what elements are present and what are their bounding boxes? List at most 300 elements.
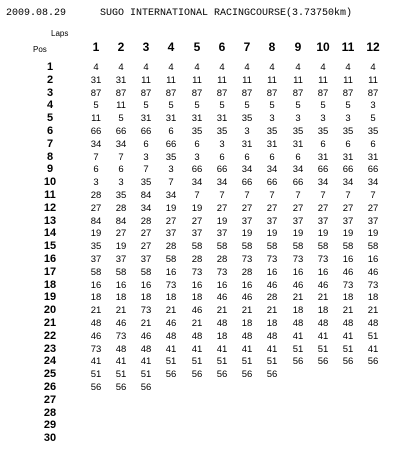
- car-number-cell: 35: [165, 151, 177, 163]
- position-7: 7: [46, 137, 54, 150]
- report-header: [0, 0, 400, 20]
- car-number-cell: 41: [292, 330, 304, 342]
- car-number-cell: 34: [216, 177, 228, 189]
- lap-header-7: 7: [243, 40, 251, 54]
- car-number-cell: 87: [342, 87, 354, 99]
- lap-header-11: 11: [341, 40, 355, 54]
- car-number-cell: 58: [216, 241, 228, 253]
- car-number-cell: 5: [194, 100, 200, 112]
- circuit-name: SUGO INTERNATIONAL RACINGCOURSE(3.73750km): [100, 8, 353, 19]
- car-number-cell: 3: [194, 151, 200, 163]
- car-number-cell: 28: [266, 292, 278, 304]
- car-number-cell: 35: [90, 241, 102, 253]
- car-number-cell: 3: [269, 113, 275, 125]
- car-number-cell: 56: [216, 369, 228, 381]
- car-number-cell: 27: [266, 202, 278, 214]
- car-number-cell: 21: [216, 305, 228, 317]
- car-number-cell: 56: [115, 382, 127, 393]
- car-number-cell: 58: [115, 266, 127, 278]
- car-number-cell: 51: [241, 356, 253, 368]
- car-number-cell: 7: [320, 190, 326, 201]
- car-number-cell: 87: [90, 87, 102, 99]
- car-number-cell: 51: [317, 343, 329, 355]
- car-number-cell: 34: [191, 177, 203, 189]
- car-number-cell: 48: [165, 330, 177, 342]
- position-4: 4: [46, 99, 54, 112]
- car-number-cell: 11: [91, 113, 101, 125]
- car-number-cell: 27: [342, 202, 354, 214]
- car-number-cell: 6: [194, 138, 200, 150]
- car-number-cell: 46: [367, 266, 379, 278]
- car-number-cell: 41: [165, 343, 177, 355]
- car-number-cell: 46: [241, 292, 253, 304]
- car-number-cell: 41: [367, 343, 379, 355]
- car-number-cell: 6: [118, 164, 124, 176]
- car-number-cell: 6: [269, 151, 275, 163]
- lap-header-2: 2: [117, 40, 125, 54]
- car-number-cell: 48: [292, 318, 304, 329]
- car-number-cell: 56: [342, 356, 354, 368]
- car-number-cell: 56: [317, 356, 329, 368]
- car-number-cell: 84: [115, 215, 127, 227]
- car-number-cell: 5: [345, 100, 351, 112]
- car-number-cell: 27: [115, 228, 127, 240]
- car-number-cell: 56: [90, 382, 102, 393]
- car-number-cell: 28: [191, 254, 203, 265]
- car-number-cell: 87: [165, 87, 177, 99]
- lap-header-9: 9: [294, 40, 302, 54]
- car-number-cell: 46: [140, 330, 152, 342]
- car-number-cell: 51: [165, 356, 177, 368]
- car-number-cell: 5: [93, 100, 99, 112]
- car-number-cell: 41: [317, 330, 329, 342]
- car-number-cell: 6: [93, 164, 99, 176]
- car-number-cell: 19: [165, 202, 177, 214]
- car-number-cell: 31: [266, 138, 278, 150]
- car-number-cell: 35: [367, 126, 379, 137]
- position-11: 11: [44, 189, 56, 201]
- car-number-cell: 18: [241, 318, 253, 329]
- car-number-cell: 37: [317, 215, 329, 227]
- position-21: 21: [43, 317, 57, 329]
- lap-header-12: 12: [366, 40, 380, 54]
- car-number-cell: 46: [165, 318, 177, 329]
- car-number-cell: 18: [115, 292, 127, 304]
- position-29: 29: [43, 419, 57, 432]
- car-number-cell: 11: [116, 100, 126, 112]
- car-number-cell: 18: [216, 330, 228, 342]
- race-date: 2009.08.29: [6, 8, 67, 19]
- car-number-cell: 41: [241, 343, 253, 355]
- car-number-cell: 3: [345, 113, 351, 125]
- car-number-cell: 56: [140, 382, 152, 393]
- car-number-cell: 37: [216, 228, 228, 240]
- car-number-cell: 28: [115, 202, 127, 214]
- car-number-cell: 34: [342, 177, 354, 189]
- position-19: 19: [43, 291, 57, 304]
- car-number-cell: 16: [292, 266, 304, 278]
- position-5: 5: [46, 112, 54, 125]
- position-1: 1: [46, 61, 54, 73]
- car-number-cell: 5: [370, 113, 376, 125]
- car-number-cell: 19: [367, 228, 379, 240]
- car-number-cell: 18: [266, 318, 278, 329]
- car-number-cell: 4: [118, 62, 124, 73]
- position-9: 9: [46, 163, 54, 176]
- car-number-cell: 21: [191, 318, 203, 329]
- car-number-cell: 51: [342, 343, 354, 355]
- lap-header-8: 8: [268, 40, 276, 54]
- car-number-cell: 6: [244, 151, 250, 163]
- car-number-cell: 28: [90, 190, 102, 201]
- car-number-cell: 4: [370, 62, 376, 73]
- car-number-cell: 4: [295, 62, 301, 73]
- car-number-cell: 11: [267, 74, 277, 86]
- car-number-cell: 37: [266, 215, 278, 227]
- car-number-cell: 46: [292, 279, 304, 291]
- car-number-cell: 6: [143, 138, 149, 150]
- car-number-cell: 56: [241, 369, 253, 381]
- car-number-cell: 58: [165, 254, 177, 265]
- car-number-cell: 18: [292, 305, 304, 317]
- car-number-cell: 21: [292, 292, 304, 304]
- car-number-cell: 66: [140, 126, 152, 137]
- car-number-cell: 35: [115, 190, 127, 201]
- car-number-cell: 46: [115, 318, 127, 329]
- car-number-cell: 27: [317, 202, 329, 214]
- car-number-cell: 46: [191, 305, 203, 317]
- car-number-cell: 16: [367, 254, 379, 265]
- car-number-cell: 5: [219, 100, 225, 112]
- car-number-cell: 16: [191, 279, 203, 291]
- car-number-cell: 66: [191, 164, 203, 176]
- car-number-cell: 27: [292, 202, 304, 214]
- car-number-cell: 6: [219, 151, 225, 163]
- car-number-cell: 84: [90, 215, 102, 227]
- car-number-cell: 3: [295, 113, 301, 125]
- car-number-cell: 6: [345, 138, 351, 150]
- car-number-cell: 51: [90, 369, 102, 381]
- car-number-cell: 56: [266, 369, 278, 381]
- car-number-cell: 27: [241, 202, 253, 214]
- car-number-cell: 31: [90, 74, 102, 86]
- car-number-cell: 48: [216, 318, 228, 329]
- car-number-cell: 16: [115, 279, 127, 291]
- car-number-cell: 34: [115, 138, 127, 150]
- position-27: 27: [43, 393, 57, 406]
- car-number-cell: 3: [370, 100, 376, 112]
- car-number-cell: 37: [115, 254, 127, 265]
- car-number-cell: 5: [118, 113, 124, 125]
- car-number-cell: 31: [165, 113, 177, 125]
- car-number-cell: 58: [367, 241, 379, 253]
- lap-header-3: 3: [142, 40, 150, 54]
- car-number-cell: 31: [342, 151, 354, 163]
- car-number-cell: 5: [269, 100, 275, 112]
- car-number-cell: 4: [345, 62, 351, 73]
- position-18: 18: [43, 278, 57, 291]
- car-number-cell: 4: [143, 62, 149, 73]
- car-number-cell: 73: [191, 266, 203, 278]
- car-number-cell: 73: [292, 254, 304, 265]
- car-number-cell: 34: [140, 202, 152, 214]
- car-number-cell: 37: [191, 228, 203, 240]
- car-number-cell: 37: [292, 215, 304, 227]
- car-number-cell: 3: [168, 164, 174, 176]
- car-number-cell: 34: [317, 177, 329, 189]
- car-number-cell: 58: [342, 241, 354, 253]
- car-number-cell: 58: [266, 241, 278, 253]
- car-number-cell: 87: [367, 87, 379, 99]
- car-number-cell: 21: [342, 305, 354, 317]
- car-number-cell: 31: [191, 113, 203, 125]
- car-number-cell: 7: [168, 177, 174, 189]
- car-number-cell: 46: [216, 292, 228, 304]
- car-number-cell: 56: [191, 369, 203, 381]
- car-number-cell: 16: [241, 279, 253, 291]
- car-number-cell: 73: [165, 279, 177, 291]
- car-number-cell: 21: [90, 305, 102, 317]
- car-number-cell: 37: [342, 215, 354, 227]
- car-number-cell: 4: [269, 62, 275, 73]
- car-number-cell: 35: [140, 177, 152, 189]
- position-17: 17: [43, 265, 57, 278]
- car-number-cell: 87: [216, 87, 228, 99]
- car-number-cell: 16: [165, 266, 177, 278]
- car-number-cell: 21: [140, 318, 152, 329]
- car-number-cell: 27: [367, 202, 379, 214]
- car-number-cell: 48: [90, 318, 102, 329]
- car-number-cell: 18: [317, 305, 329, 317]
- position-6: 6: [46, 125, 54, 137]
- car-number-cell: 73: [216, 266, 228, 278]
- car-number-cell: 48: [140, 343, 152, 355]
- car-number-cell: 19: [115, 241, 127, 253]
- car-number-cell: 19: [241, 228, 253, 240]
- car-number-cell: 73: [266, 254, 278, 265]
- car-number-cell: 35: [342, 126, 354, 137]
- car-number-cell: 4: [168, 62, 174, 73]
- car-number-cell: 31: [367, 151, 379, 163]
- position-12: 12: [43, 201, 57, 214]
- car-number-cell: 5: [244, 100, 250, 112]
- car-number-cell: 87: [140, 87, 152, 99]
- position-13: 13: [43, 214, 57, 227]
- car-number-cell: 87: [115, 87, 127, 99]
- car-number-cell: 41: [342, 330, 354, 342]
- car-number-cell: 4: [194, 62, 200, 73]
- position-26: 26: [43, 381, 57, 393]
- car-number-cell: 4: [93, 62, 99, 73]
- car-number-cell: 51: [115, 369, 127, 381]
- car-number-cell: 48: [317, 318, 329, 329]
- position-25: 25: [43, 368, 57, 381]
- position-16: 16: [43, 253, 57, 265]
- car-number-cell: 19: [342, 228, 354, 240]
- car-number-cell: 21: [367, 305, 379, 317]
- car-number-cell: 27: [90, 202, 102, 214]
- car-number-cell: 31: [115, 74, 127, 86]
- car-number-cell: 37: [140, 254, 152, 265]
- car-number-cell: 66: [241, 177, 253, 189]
- car-number-cell: 11: [141, 74, 151, 86]
- car-number-cell: 11: [166, 74, 176, 86]
- car-number-cell: 7: [194, 190, 200, 201]
- car-number-cell: 73: [367, 279, 379, 291]
- car-number-cell: 18: [367, 292, 379, 304]
- car-number-cell: 66: [292, 177, 304, 189]
- car-number-cell: 51: [216, 356, 228, 368]
- car-number-cell: 21: [317, 292, 329, 304]
- car-number-cell: 28: [216, 254, 228, 265]
- car-number-cell: 7: [118, 151, 124, 163]
- car-number-cell: 3: [244, 126, 250, 137]
- car-number-cell: 27: [140, 228, 152, 240]
- car-number-cell: 73: [241, 254, 253, 265]
- lap-header-4: 4: [167, 40, 175, 54]
- car-number-cell: 5: [320, 100, 326, 112]
- car-number-cell: 6: [168, 126, 174, 137]
- car-number-cell: 35: [241, 113, 253, 125]
- car-number-cell: 16: [216, 279, 228, 291]
- car-number-cell: 7: [370, 190, 376, 201]
- car-number-cell: 87: [266, 87, 278, 99]
- car-number-cell: 27: [165, 215, 177, 227]
- car-number-cell: 3: [143, 151, 149, 163]
- car-number-cell: 19: [216, 215, 228, 227]
- car-number-cell: 11: [192, 74, 202, 86]
- car-number-cell: 35: [292, 126, 304, 137]
- car-number-cell: 73: [342, 279, 354, 291]
- car-number-cell: 66: [216, 164, 228, 176]
- car-number-cell: 28: [140, 215, 152, 227]
- car-number-cell: 3: [219, 138, 225, 150]
- car-number-cell: 34: [165, 190, 177, 201]
- car-number-cell: 41: [90, 356, 102, 368]
- car-number-cell: 37: [241, 215, 253, 227]
- car-number-cell: 6: [295, 151, 301, 163]
- car-number-cell: 35: [266, 126, 278, 137]
- car-number-cell: 58: [191, 241, 203, 253]
- car-number-cell: 56: [292, 356, 304, 368]
- car-number-cell: 41: [266, 343, 278, 355]
- car-number-cell: 19: [266, 228, 278, 240]
- car-number-cell: 18: [140, 292, 152, 304]
- car-number-cell: 66: [165, 138, 177, 150]
- car-number-cell: 58: [90, 266, 102, 278]
- car-number-cell: 3: [118, 177, 124, 189]
- car-number-cell: 34: [292, 164, 304, 176]
- car-number-cell: 6: [320, 138, 326, 150]
- lap-header-6: 6: [218, 40, 226, 54]
- car-number-cell: 18: [165, 292, 177, 304]
- car-number-cell: 58: [241, 241, 253, 253]
- car-number-cell: 18: [90, 292, 102, 304]
- car-number-cell: 56: [367, 356, 379, 368]
- car-number-cell: 46: [342, 266, 354, 278]
- car-number-cell: 46: [90, 330, 102, 342]
- car-number-cell: 35: [317, 126, 329, 137]
- car-number-cell: 19: [317, 228, 329, 240]
- position-22: 22: [43, 329, 57, 342]
- position-8: 8: [46, 150, 54, 163]
- car-number-cell: 73: [140, 305, 152, 317]
- position-14: 14: [43, 227, 57, 240]
- car-number-cell: 31: [292, 138, 304, 150]
- car-number-cell: 56: [165, 369, 177, 381]
- car-number-cell: 19: [90, 228, 102, 240]
- car-number-cell: 66: [90, 126, 102, 137]
- car-number-cell: 7: [244, 190, 250, 201]
- car-number-cell: 16: [342, 254, 354, 265]
- car-number-cell: 58: [140, 266, 152, 278]
- position-24: 24: [43, 355, 57, 368]
- car-number-cell: 66: [115, 126, 127, 137]
- car-number-cell: 35: [191, 126, 203, 137]
- car-number-cell: 87: [191, 87, 203, 99]
- position-23: 23: [43, 342, 57, 355]
- position-15: 15: [43, 240, 57, 253]
- car-number-cell: 7: [219, 190, 225, 201]
- car-number-cell: 5: [168, 100, 174, 112]
- car-number-cell: 5: [295, 100, 301, 112]
- car-number-cell: 48: [115, 343, 127, 355]
- car-number-cell: 37: [367, 215, 379, 227]
- car-number-cell: 48: [191, 330, 203, 342]
- car-number-cell: 35: [216, 126, 228, 137]
- car-number-cell: 7: [295, 190, 301, 201]
- car-number-cell: 51: [367, 330, 379, 342]
- car-number-cell: 58: [292, 241, 304, 253]
- position-3: 3: [46, 86, 54, 99]
- car-number-cell: 48: [367, 318, 379, 329]
- position-20: 20: [43, 304, 57, 317]
- car-number-cell: 16: [317, 266, 329, 278]
- car-number-cell: 11: [318, 74, 328, 86]
- car-number-cell: 31: [241, 138, 253, 150]
- car-number-cell: 3: [320, 113, 326, 125]
- car-number-cell: 48: [342, 318, 354, 329]
- car-number-cell: 7: [345, 190, 351, 201]
- car-number-cell: 84: [140, 190, 152, 201]
- car-number-cell: 16: [90, 279, 102, 291]
- car-number-cell: 7: [93, 151, 99, 163]
- car-number-cell: 34: [241, 164, 253, 176]
- car-number-cell: 41: [140, 356, 152, 368]
- car-number-cell: 18: [342, 292, 354, 304]
- position-2: 2: [46, 73, 54, 86]
- car-number-cell: 7: [269, 190, 275, 201]
- car-number-cell: 7: [143, 164, 149, 176]
- car-number-cell: 51: [191, 356, 203, 368]
- car-number-cell: 37: [165, 228, 177, 240]
- car-number-cell: 4: [219, 62, 225, 73]
- car-number-cell: 51: [266, 356, 278, 368]
- car-number-cell: 37: [90, 254, 102, 265]
- car-number-cell: 66: [317, 164, 329, 176]
- car-number-cell: 66: [367, 164, 379, 176]
- position-30: 30: [43, 432, 57, 445]
- car-number-cell: 66: [342, 164, 354, 176]
- car-number-cell: 41: [115, 356, 127, 368]
- lap-header-10: 10: [316, 40, 330, 54]
- car-number-cell: 41: [191, 343, 203, 355]
- car-number-cell: 31: [140, 113, 152, 125]
- lap-header-5: 5: [193, 40, 201, 54]
- car-number-cell: 34: [90, 138, 102, 150]
- car-number-cell: 11: [368, 74, 378, 86]
- car-number-cell: 73: [317, 254, 329, 265]
